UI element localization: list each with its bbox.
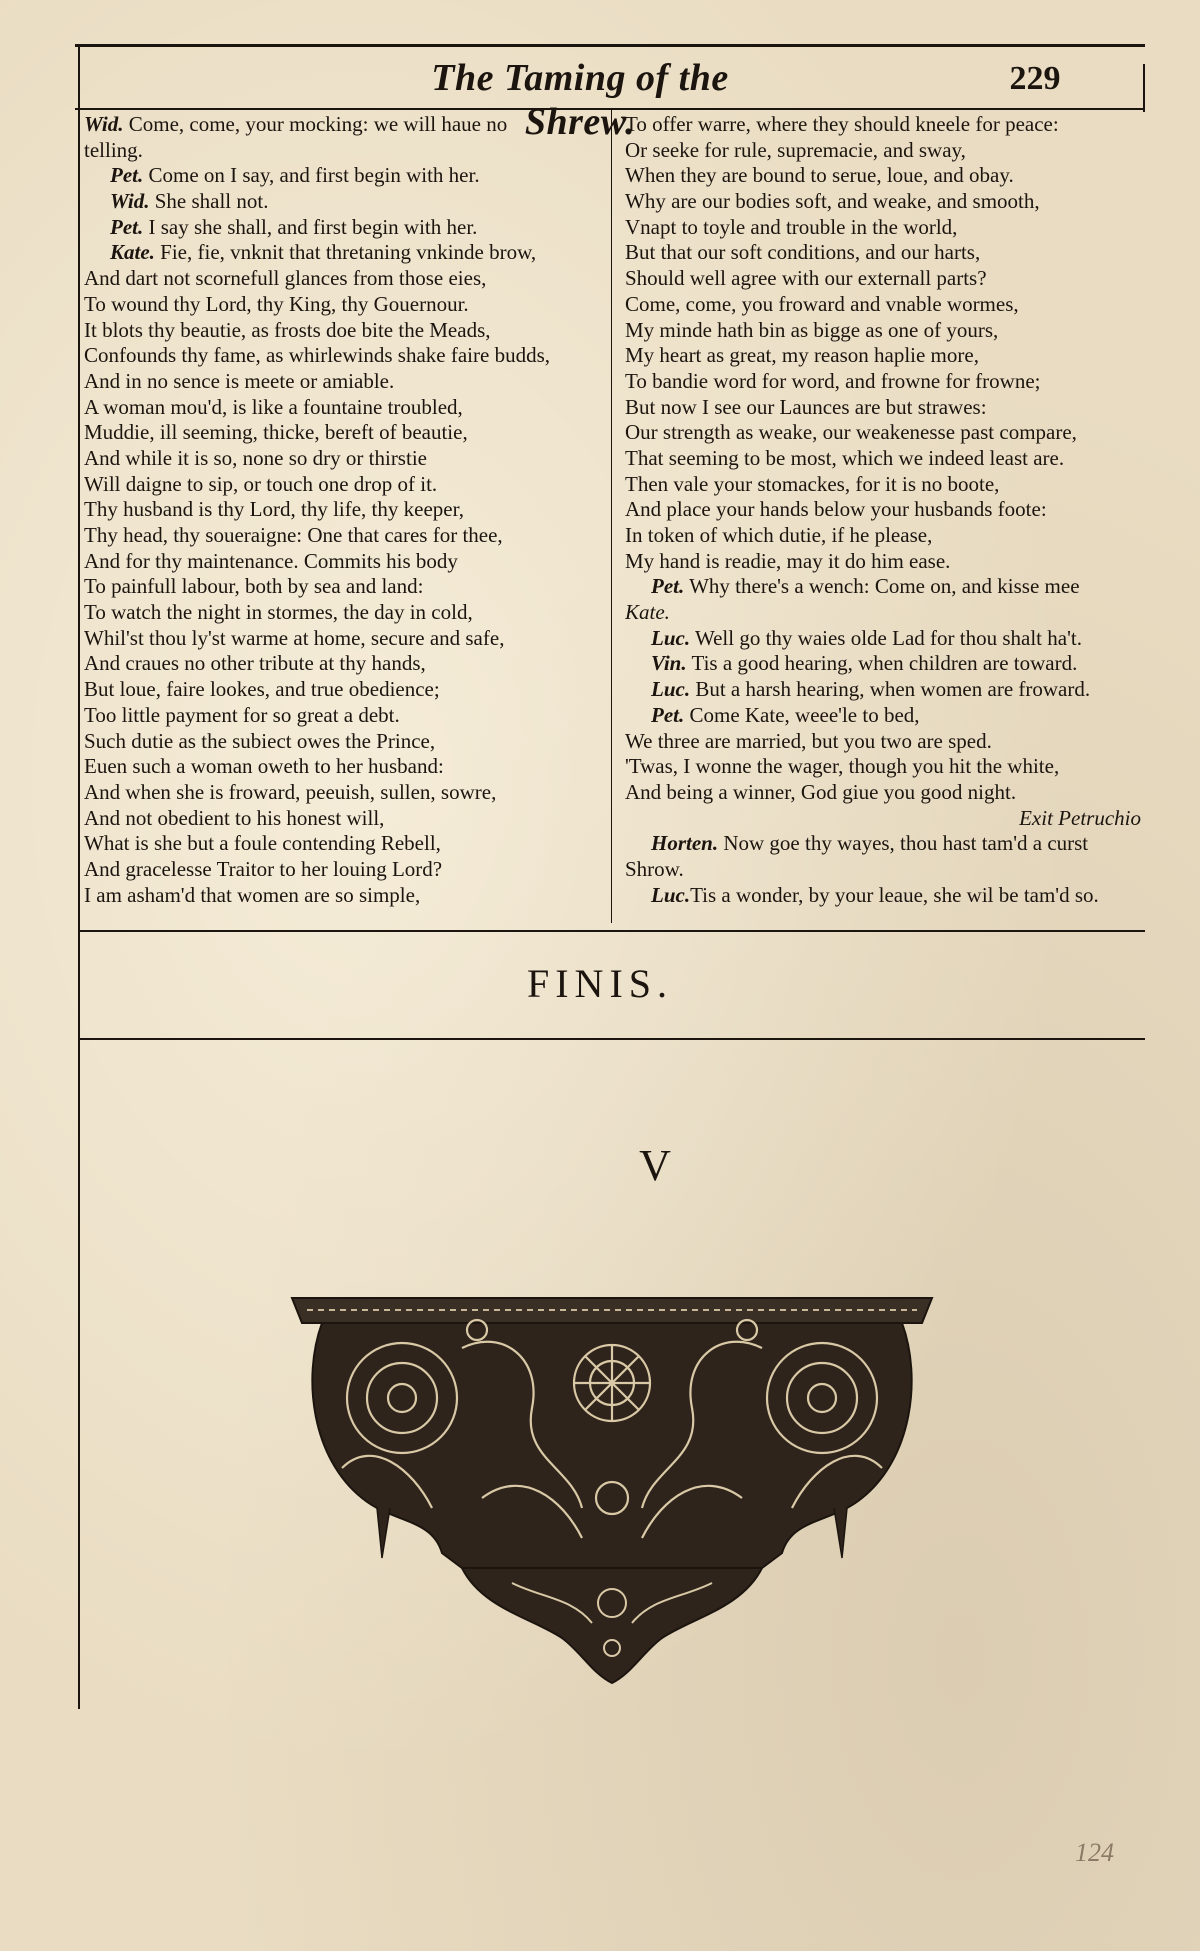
line-text: To bandie word for word, and frowne for frowne; bbox=[625, 368, 1041, 393]
verse-line bbox=[625, 574, 1145, 600]
verse-line bbox=[84, 806, 606, 832]
verse-line bbox=[625, 549, 1145, 575]
verse-line bbox=[625, 497, 1145, 523]
line-text: In token of which dutie, if he please, bbox=[625, 523, 933, 547]
verse-line bbox=[625, 369, 1145, 395]
verse-line bbox=[84, 292, 606, 318]
line-text: My hand is readie, may it do him ease. bbox=[625, 548, 951, 573]
verse-line bbox=[625, 523, 1145, 549]
verse-line bbox=[625, 883, 1145, 909]
speaker-prefix: Wid. bbox=[84, 112, 124, 136]
finis-top-rule bbox=[80, 930, 1145, 932]
left-text-column bbox=[84, 112, 606, 908]
verse-line bbox=[84, 446, 606, 472]
line-text: When they are bound to serue, loue, and obay. bbox=[625, 163, 1014, 188]
line-text: That seeming to be most, which we indeed least are. bbox=[625, 445, 1065, 470]
verse-line bbox=[84, 754, 606, 780]
line-text: To watch the night in stormes, the day in cold, bbox=[84, 600, 473, 625]
line-text: Euen such a woman oweth to her husband: bbox=[84, 754, 444, 779]
running-title: The Taming of the Shrew. bbox=[431, 57, 729, 143]
speaker-prefix: Horten. bbox=[651, 831, 719, 856]
speaker-prefix: Pet. bbox=[110, 214, 144, 239]
line-text: Tis a wonder, by your leaue, she wil be tam'd so. bbox=[690, 882, 1099, 907]
line-text: Whil'st thou ly'st warme at home, secure and safe, bbox=[84, 625, 505, 650]
verse-line bbox=[625, 240, 1145, 266]
line-text: But a harsh hearing, when women are froward. bbox=[690, 677, 1091, 702]
line-text: Fie, fie, vnknit that thretaning vnkinde brow, bbox=[154, 240, 537, 265]
verse-line bbox=[84, 266, 606, 292]
column-divider bbox=[611, 108, 612, 923]
left-border-rule bbox=[78, 44, 80, 1709]
line-text: My heart as great, my reason haplie more, bbox=[625, 343, 979, 368]
verse-line bbox=[625, 446, 1145, 472]
verse-line bbox=[84, 651, 606, 677]
line-text: Should well agree with our externall parts? bbox=[625, 266, 987, 291]
verse-line bbox=[625, 806, 1145, 832]
line-text: I say she shall, and first begin with her. bbox=[143, 214, 478, 239]
line-text: My minde hath bin as bigge as one of yours, bbox=[625, 317, 999, 342]
verse-line bbox=[84, 497, 606, 523]
line-text: And dart not scornefull glances from those eies, bbox=[84, 266, 487, 291]
verse-line bbox=[625, 651, 1145, 677]
speaker-prefix: Luc. bbox=[651, 882, 691, 907]
verse-line bbox=[84, 831, 606, 857]
line-text: We three are married, but you two are sped. bbox=[625, 728, 992, 753]
line-text: I am asham'd that women are so simple, bbox=[84, 882, 421, 907]
line-text: Now goe thy wayes, thou hast tam'd a curst bbox=[718, 831, 1089, 856]
right-text-column bbox=[625, 112, 1145, 908]
line-text: And being a winner, God giue you good night. bbox=[625, 779, 1017, 804]
line-text: And gracelesse Traitor to her louing Lord? bbox=[84, 856, 443, 881]
verse-line bbox=[625, 112, 1145, 138]
verse-line bbox=[625, 472, 1145, 498]
line-text: 'Twas, I wonne the wager, though you hit the white, bbox=[625, 754, 1060, 779]
line-text: A woman mou'd, is like a fountaine troubled, bbox=[84, 394, 463, 419]
verse-line bbox=[625, 215, 1145, 241]
verse-line bbox=[625, 831, 1145, 857]
line-text: But that our soft conditions, and our harts, bbox=[625, 240, 981, 265]
line-text: Confounds thy fame, as whirlewinds shake faire budds, bbox=[84, 343, 550, 368]
signature-mark: V bbox=[639, 1141, 671, 1190]
speaker-prefix: Pet. bbox=[110, 163, 144, 188]
line-text: Will daigne to sip, or touch one drop of it. bbox=[84, 471, 438, 496]
verse-line bbox=[84, 215, 606, 241]
verse-line bbox=[625, 292, 1145, 318]
line-text: And in no sence is meete or amiable. bbox=[84, 368, 395, 393]
line-text: Shrow. bbox=[625, 856, 684, 881]
verse-line bbox=[625, 343, 1145, 369]
verse-line bbox=[84, 677, 606, 703]
verse-line bbox=[84, 189, 606, 215]
verse-line bbox=[625, 703, 1145, 729]
verse-line bbox=[625, 189, 1145, 215]
header-top-rule bbox=[75, 44, 1145, 47]
line-text: But loue, faire lookes, and true obedience; bbox=[84, 677, 440, 702]
verse-line bbox=[625, 857, 1145, 883]
line-text: Thy husband is thy Lord, thy life, thy keeper, bbox=[84, 497, 464, 522]
verse-line bbox=[84, 703, 606, 729]
verse-line bbox=[84, 883, 606, 909]
verse-line bbox=[625, 395, 1145, 421]
line-text: To wound thy Lord, thy King, thy Gouernour. bbox=[84, 291, 469, 316]
verse-line bbox=[84, 472, 606, 498]
line-text: And not obedient to his honest will, bbox=[84, 805, 385, 830]
line-text: And when she is froward, peeuish, sullen, sowre, bbox=[84, 779, 497, 804]
verse-line bbox=[625, 163, 1145, 189]
verse-line bbox=[84, 523, 606, 549]
verse-line bbox=[84, 163, 606, 189]
line-text: And while it is so, none so dry or thirstie bbox=[84, 445, 427, 470]
line-text: Thy head, thy soueraigne: One that cares for thee, bbox=[84, 523, 503, 547]
line-text: Such dutie as the subiect owes the Prince, bbox=[84, 728, 436, 753]
line-text: Tis a good hearing, when children are toward. bbox=[686, 651, 1078, 676]
verse-line bbox=[84, 112, 606, 138]
line-text: Too little payment for so great a debt. bbox=[84, 702, 400, 727]
speaker-prefix: Luc. bbox=[651, 677, 691, 702]
line-text: And craues no other tribute at thy hands, bbox=[84, 651, 426, 676]
page-number: 229 bbox=[1009, 60, 1061, 97]
line-text: telling. bbox=[84, 137, 143, 162]
verse-line bbox=[84, 600, 606, 626]
line-text: Come on I say, and first begin with her. bbox=[143, 163, 480, 188]
verse-line bbox=[84, 395, 606, 421]
verse-line bbox=[625, 138, 1145, 164]
line-text: Kate. bbox=[625, 600, 670, 625]
verse-line bbox=[625, 754, 1145, 780]
line-text: And place your hands below your husbands foote: bbox=[625, 497, 1047, 522]
verse-line bbox=[84, 780, 606, 806]
finis-bottom-rule bbox=[80, 1038, 1145, 1040]
verse-line bbox=[625, 318, 1145, 344]
line-text: Well go thy waies olde Lad for thou shalt ha't. bbox=[690, 625, 1082, 650]
verse-line bbox=[625, 420, 1145, 446]
line-text: But now I see our Launces are but strawes: bbox=[625, 394, 987, 419]
verse-line bbox=[625, 729, 1145, 755]
verse-line bbox=[625, 780, 1145, 806]
line-text: Our strength as weake, our weakenesse past compare, bbox=[625, 420, 1077, 445]
line-text: Come, come, you froward and vnable wormes, bbox=[625, 291, 1019, 316]
speaker-prefix: Wid. bbox=[110, 189, 150, 214]
verse-line bbox=[84, 138, 606, 164]
speaker-prefix: Luc. bbox=[651, 625, 691, 650]
speaker-prefix: Vin. bbox=[651, 651, 687, 676]
line-text: Vnapt to toyle and trouble in the world, bbox=[625, 214, 958, 239]
line-text: Why there's a wench: Come on, and kisse mee bbox=[684, 574, 1080, 599]
verse-line bbox=[84, 574, 606, 600]
line-text: She shall not. bbox=[149, 189, 269, 214]
verse-line bbox=[625, 677, 1145, 703]
verse-line bbox=[625, 266, 1145, 292]
speaker-prefix: Kate. bbox=[110, 240, 155, 265]
verse-line bbox=[625, 600, 1145, 626]
line-text: Why are our bodies soft, and weake, and smooth, bbox=[625, 189, 1040, 214]
verse-line bbox=[84, 240, 606, 266]
speaker-prefix: Pet. bbox=[651, 574, 685, 599]
line-text: Then vale your stomackes, for it is no boote, bbox=[625, 471, 1000, 496]
verse-line bbox=[84, 343, 606, 369]
verse-line bbox=[84, 857, 606, 883]
verse-line bbox=[84, 420, 606, 446]
line-text: To painfull labour, both by sea and land: bbox=[84, 574, 424, 599]
line-text: Come, come, your mocking: we will haue no bbox=[123, 112, 508, 136]
woodcut-tailpiece-ornament bbox=[282, 1268, 942, 1688]
verse-line bbox=[84, 318, 606, 344]
line-text: Or seeke for rule, supremacie, and sway, bbox=[625, 137, 966, 162]
verse-line bbox=[625, 626, 1145, 652]
verse-line bbox=[84, 369, 606, 395]
verse-line bbox=[84, 549, 606, 575]
line-text: It blots thy beautie, as frosts doe bite the Meads, bbox=[84, 317, 491, 342]
handwritten-mark: 124 bbox=[1075, 1838, 1114, 1867]
header-bottom-rule bbox=[75, 108, 1145, 110]
finis-heading: FINIS. bbox=[526, 961, 674, 1006]
line-text: What is she but a foule contending Rebell, bbox=[84, 831, 441, 856]
verse-line bbox=[84, 626, 606, 652]
line-text: To offer warre, where they should kneele for peace: bbox=[625, 112, 1059, 136]
line-text: Muddie, ill seeming, thicke, bereft of beautie, bbox=[84, 420, 468, 445]
right-header-rule bbox=[1143, 64, 1145, 112]
line-text: Exit Petruchio bbox=[1019, 805, 1141, 830]
line-text: Come Kate, weee'le to bed, bbox=[684, 702, 920, 727]
verse-line bbox=[84, 729, 606, 755]
speaker-prefix: Pet. bbox=[651, 702, 685, 727]
line-text: And for thy maintenance. Commits his body bbox=[84, 548, 458, 573]
